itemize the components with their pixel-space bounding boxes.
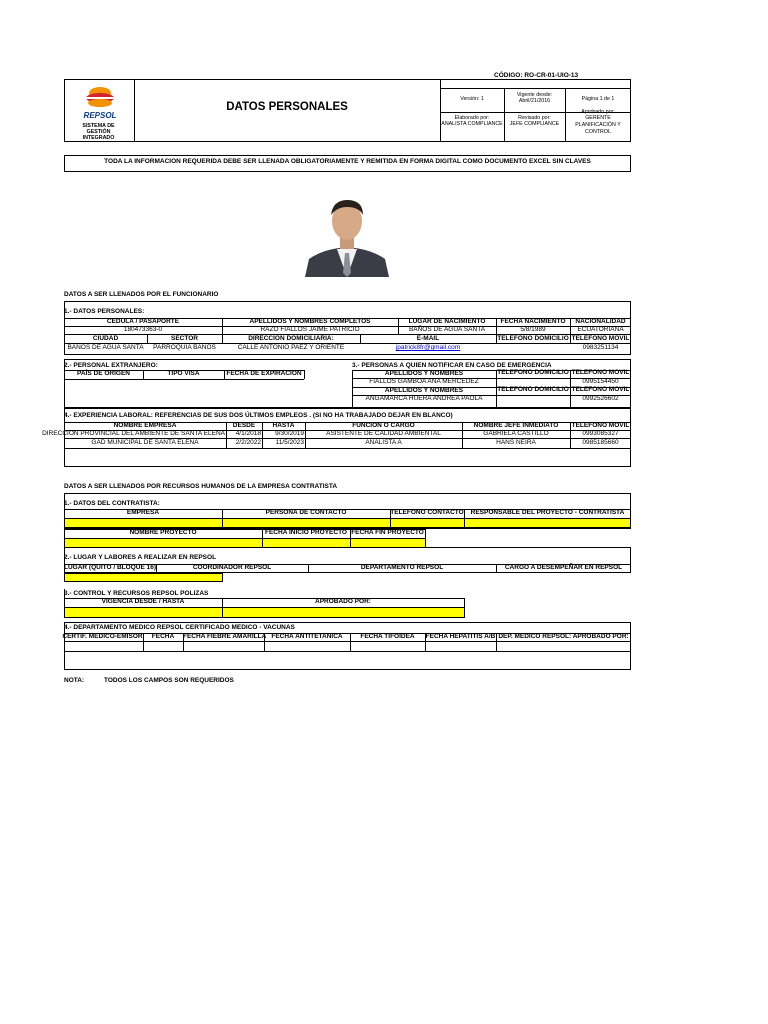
version: Versión: 1	[460, 96, 484, 102]
section-rrhh: DATOS A SER LLENADOS POR RECURSOS HUMANOS DE LA EMPRESA CONTRATISTA	[64, 483, 338, 490]
col-fecha-inicio: FECHA INICIO PROYECTO	[265, 529, 347, 536]
vigente-date: Abril/21/2016	[518, 98, 551, 104]
col-persona-contacto: PERSONA DE CONTACTO	[265, 509, 347, 516]
labores-title: 2.- LUGAR Y LABORES A REALIZAR EN REPSOL	[64, 554, 217, 561]
medico-title: 4.- DEPARTAMENTO MEDICO REPSOL CERTIFICADO MEDICO - VACUNAS	[64, 624, 295, 631]
col-sector: SECTOR	[171, 335, 198, 342]
col-telefono-movil-exp: TELEFONO MOVIL	[571, 422, 630, 429]
col-funcion: FUNCION O CARGO	[352, 422, 415, 429]
experiencia-title: 4.- EXPERIENCIA LABORAL: REFERENCIAS DE SUS DOS ÚLTIMOS EMPLEOS . (SI NO HA TRABAJADO DEJAR EN BLANCO)	[64, 412, 453, 419]
aprobado-line-1: GERENTE	[585, 115, 611, 121]
empresa-2[interactable]: GAD MUNICIPAL DE SANTA ELENA	[91, 439, 199, 446]
col-lugar-nacimiento: LUGAR DE NACIMIENTO	[408, 318, 486, 325]
col-emergencia-tel-dom-2: TELEFONO DOMICILIO	[497, 386, 569, 393]
sector-value[interactable]: PARROQUIA BAÑOS	[153, 344, 216, 351]
sgi-line-1: SISTEMA DE	[82, 123, 115, 129]
direccion-value[interactable]: CALLE ANTONIO PAEZ Y ORIENTE	[237, 344, 345, 351]
col-fecha-medico: FECHA	[151, 633, 175, 640]
col-desde: DESDE	[232, 422, 256, 429]
emergencia-contact-1-name[interactable]: FIALLOS GAMBOA ANA MERCEDEZ	[369, 378, 479, 385]
datos-personales-title: 1.- DATOS PERSONALES:	[64, 308, 145, 315]
col-emergencia-movil-2: TELEFONO MOVIL	[571, 386, 630, 393]
nota-text: TODOS LOS CAMPOS SON REQUERIDOS	[104, 677, 234, 684]
col-nacionalidad: NACIONALIDAD	[575, 318, 626, 325]
col-apellidos: APELLIDOS Y NOMBRES COMPLETOS	[249, 318, 371, 325]
vigente-label: Vigente desde:	[516, 92, 553, 98]
persona-contacto-input[interactable]	[222, 518, 391, 528]
col-email: E-MAIL	[416, 335, 440, 342]
revisado-label: Revisado por:	[518, 115, 551, 121]
jefe-2[interactable]: HANS NEIRA	[496, 439, 536, 446]
telefono-exp-1[interactable]: 0993085327	[582, 430, 619, 437]
col-cedula: CEDULA / PASAPORTE	[106, 318, 180, 325]
col-antitetanica: FECHA ANTITETANICA	[271, 633, 343, 640]
col-emergencia-nombres-2: APELLIDOS Y NOMBRES	[384, 387, 464, 394]
aprobado-polizas-input[interactable]	[222, 607, 465, 618]
brand-name: REPSOL	[83, 111, 117, 120]
responsable-proyecto-input[interactable]	[464, 518, 631, 528]
col-emergencia-tel-dom-1: TELEFONO DOMICILIO	[497, 369, 569, 376]
elaborado-label: Elaborado por:	[454, 115, 490, 121]
col-coordinador: COORDINADOR REPSOL	[192, 564, 272, 571]
col-telefono-movil: TELEFONO MOVIL	[571, 335, 630, 342]
emergencia-contact-1-mobile[interactable]: 0995154450	[582, 378, 619, 385]
col-fecha-fin: FECHA FIN PROYECTO	[351, 529, 424, 536]
elaborado-value: ANALISTA COMPLIANCE	[441, 121, 503, 127]
revisado-value: JEFE COMPLIANCE	[509, 121, 560, 127]
emergencia-title: 3.- PERSONAS A QUIEN NOTIFICAR EN CASO DE EMERGENCIA	[352, 362, 552, 369]
col-emergencia-nombres-1: APELLIDOS Y NOMBRES	[384, 370, 464, 377]
hasta-1[interactable]: 9/30/2019	[275, 430, 304, 437]
col-ciudad: CIUDAD	[92, 335, 119, 342]
repsol-logo-icon	[82, 84, 118, 112]
col-pais-origen: PAÍS DE ORIGEN	[77, 370, 130, 377]
col-cargo: CARGO A DESEMPEÑAR EN REPSOL	[504, 564, 623, 571]
nacionalidad-value[interactable]: ECUATORIANA	[577, 326, 624, 333]
page-number: Página 1 de 1	[581, 96, 615, 102]
telefono-movil-value[interactable]: 0983251134	[582, 344, 619, 351]
extranjero-title: 2.- PERSONAL EXTRANJERO:	[64, 362, 158, 369]
emergencia-contact-2-mobile[interactable]: 0992526602	[582, 395, 619, 402]
col-aprobado-medico: DEP. MEDICO REPSOL: APROBADO POR:	[498, 633, 629, 640]
col-nombre-empresa: NOMBRE EMPRESA	[113, 422, 177, 429]
col-emergencia-movil-1: TELEFONO MOVIL	[571, 369, 630, 376]
desde-2[interactable]: 2/2/2022	[235, 439, 261, 446]
col-departamento: DEPARTAMENTO REPSOL	[360, 564, 444, 571]
col-responsable-proyecto: RESPONSABLE DEL PROYECTO - CONTRATISTA	[470, 509, 625, 516]
col-direccion: DIRECCION DOMICILIARIA:	[248, 335, 334, 342]
col-fecha-nacimiento: FECHA NACIMIENTO	[500, 318, 566, 325]
col-nombre-proyecto: NOMBRE PROYECTO	[129, 529, 197, 536]
profile-photo	[303, 193, 391, 277]
col-vigencia: VIGENCIA DESDE / HASTA	[101, 598, 185, 605]
col-tifoidea: FECHA TIFOIDEA	[360, 633, 415, 640]
col-hasta: HASTA	[272, 422, 295, 429]
aprobado-label: Aprobado por:	[581, 109, 615, 115]
sgi-line-3: INTEGRADO	[82, 135, 115, 141]
col-lugar: LUGAR (QUITO / BLOQUE 16)	[64, 564, 156, 571]
page-title: DATOS PERSONALES	[226, 101, 348, 113]
notice-text: TODA LA INFORMACION REQUERIDA DEBE SER LLENADA OBLIGATORIAMENTE Y REMITIDA EN FORMA DIGITAL COMO DOCUMENTO EXCEL SIN CLAVES	[104, 158, 591, 165]
col-certificado-medico: CERTIF. MEDICO-EMISOR	[62, 633, 143, 640]
col-hepatitis: FECHA HEPATITIS A/B	[425, 633, 496, 640]
col-fiebre-amarilla: FECHA FIEBRE AMARILLA	[183, 633, 267, 640]
document-code: CÓDIGO: RO-CR-01-UIO-13	[494, 72, 579, 79]
aprobado-line-3: CONTROL	[585, 129, 611, 135]
col-tipo-visa: TIPO VISA	[167, 370, 200, 377]
vigencia-input[interactable]	[64, 607, 223, 618]
empresa-1[interactable]: DIRECCION PROVINCIAL DEL AMBIENTE DE SANTA ELENA	[42, 430, 225, 437]
col-aprobado-polizas: APROBADO POR:	[315, 598, 371, 605]
fecha-nacimiento-value[interactable]: 5/8/1989	[520, 326, 546, 333]
aprobado-line-2: PLANIFICACIÓN Y	[575, 122, 621, 128]
col-empresa: EMPRESA	[126, 509, 160, 516]
emergencia-contact-2-name[interactable]: ANGAMARCA HUERA ANDREA PAOLA	[365, 395, 483, 402]
ciudad-value[interactable]: BAÑOS DE AGUA SANTA	[67, 344, 144, 351]
empresa-input[interactable]	[64, 518, 223, 528]
hasta-2[interactable]: 11/5/2023	[275, 439, 304, 446]
email-link[interactable]: jpatrick8fr@gmail.com	[395, 344, 461, 351]
funcion-2[interactable]: ANALISTA A	[365, 439, 402, 446]
col-telefono-domicilio: TELEFONO DOMICILIO	[497, 335, 569, 342]
col-jefe: NOMBRE JEFE INMEDIATO	[473, 422, 559, 429]
polizas-title: 3.- CONTROL Y RECURSOS REPSOL POLIZAS	[64, 590, 209, 597]
col-telefono-contacto: TELEFONO CONTACTO	[390, 509, 464, 516]
telefono-contacto-input[interactable]	[390, 518, 465, 528]
funcion-1[interactable]: ASISTENTE DE CALIDAD AMBIENTAL	[326, 430, 441, 437]
telefono-exp-2[interactable]: 0985185660	[582, 439, 619, 446]
nombre-value[interactable]: RAZO FIALLOS JAIME PATRICIO	[260, 326, 360, 333]
contratista-title: 1.- DATOS DEL CONTRATISTA:	[64, 500, 160, 507]
desde-1[interactable]: 4/1/2018	[235, 430, 261, 437]
section-funcionario: DATOS A SER LLENADOS POR EL FUNCIONARIO	[64, 291, 219, 298]
nota-label: NOTA:	[64, 677, 85, 684]
lugar-nacimiento-value[interactable]: BAÑOS DE AGUA SANTA	[408, 326, 486, 333]
lugar-input[interactable]	[64, 573, 223, 582]
col-fecha-expiracion: FECHA DE EXPIRACION	[226, 370, 302, 377]
cedula-value[interactable]: 180473363-0	[123, 326, 163, 333]
jefe-1[interactable]: GABRIELA CASTILLO	[483, 430, 549, 437]
sgi-line-2: GESTIÓN	[86, 129, 111, 135]
